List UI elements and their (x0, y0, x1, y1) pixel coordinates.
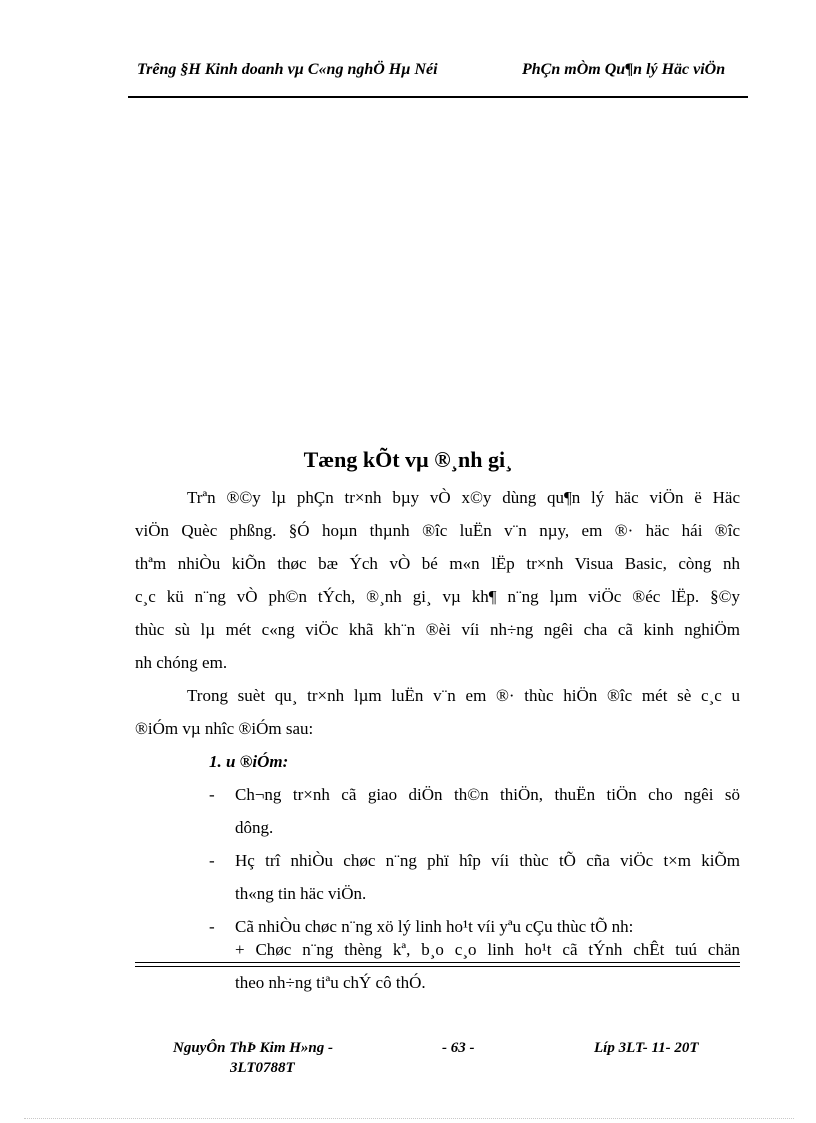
bullet-line: th«ng tin häc viÖn. (235, 884, 367, 903)
page-bottom-border (24, 1118, 794, 1119)
paragraph-line: ®iÓm vµ nhîc ®iÓm sau: (135, 719, 314, 738)
paragraph-line: c¸c kü n¨ng vÒ ph©n tÝch, ®¸nh gi¸ vµ kh¶ n¨ng lµm viÖc ®éc lËp. §©y (135, 587, 740, 606)
header-rule (128, 96, 748, 98)
paragraph-line: Trªn ®©y lµ phÇn tr×nh bµy vÒ x©y dùng qu¶n lý häc viÖn ë Häc (187, 488, 740, 507)
bullet-line: Cã nhiÒu chøc n¨ng xö lý linh ho¹t víi yªu cÇu thùc tÕ nh: (235, 917, 634, 936)
footer-author: NguyÔn ThÞ Kim H»ng - (173, 1040, 334, 1056)
header-school-name: Trêng §H Kinh doanh vµ C«ng nghÖ Hµ Néi (137, 61, 438, 78)
footer-student-id: 3LT0788T (230, 1060, 295, 1076)
subheading-advantages: 1. u ®iÓm: (209, 752, 289, 771)
section-title: Tæng kÕt vµ ®¸nh gi¸ (303, 447, 513, 472)
plus-item-line: + Chøc n¨ng thèng kª, b¸o c¸o linh ho¹t cã tÝnh chÊt tuú chän (235, 940, 740, 959)
plus-item-line: theo nh÷ng tiªu chÝ cô thÓ. (235, 973, 426, 992)
paragraph-line: nh chóng em. (135, 653, 228, 672)
header-document-title: PhÇn mÒm Qu¶n lý Häc viÖn (522, 61, 726, 78)
bullet-dash: - (209, 917, 215, 936)
paragraph-line: thªm nhiÒu kiÕn thøc bæ Ých vÒ bé m«n lËp tr×nh Visua Basic, còng nh (135, 554, 740, 573)
bullet-line: dông. (235, 818, 274, 837)
paragraph-line: thùc sù lµ mét c«ng viÖc khã kh¨n ®èi víi nh÷ng ngêi cha cã kinh nghiÖm (135, 620, 740, 639)
paragraph-line: viÖn Quèc phßng. §Ó hoµn thµnh ®îc luËn v¨n nµy, em ®· häc hái ®îc (135, 521, 740, 540)
bullet-dash: - (209, 851, 215, 870)
bullet-line: Ch¬ng tr×nh cã giao diÖn th©n thiÖn, thuËn tiÖn cho ngêi sö (235, 785, 740, 804)
bullet-line: Hç trî nhiÒu chøc n¨ng phï hîp víi thùc tÕ cña viÖc t×m kiÕm (235, 851, 740, 870)
footer-double-rule (135, 962, 740, 967)
paragraph-line: Trong suèt qu¸ tr×nh lµm luËn v¨n em ®· thùc hiÖn ®îc mét sè c¸c u (187, 686, 740, 705)
footer-class: Líp 3LT- 11- 20T (594, 1040, 699, 1056)
footer-page-number: - 63 - (442, 1040, 475, 1056)
bullet-dash: - (209, 785, 215, 804)
